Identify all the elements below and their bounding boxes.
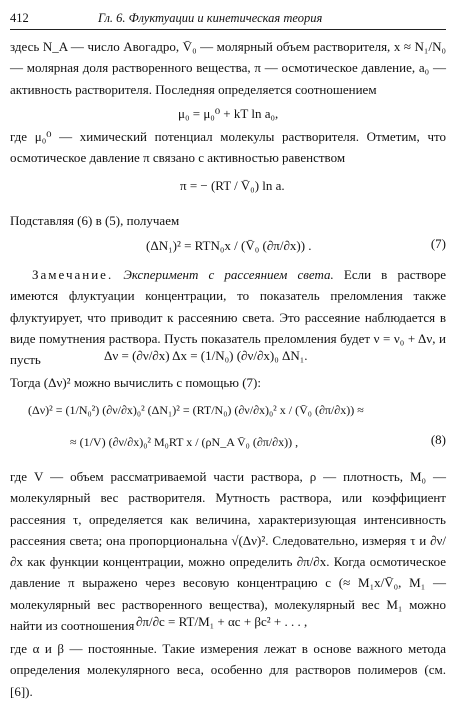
running-header (10, 8, 446, 28)
equation-dpi-dc: ∂π/∂c = RT/M₁ + αc + βc² + . . . , (136, 614, 308, 629)
remark-text: Если в растворе имеются флуктуации концентрации, то показатель преломления также флуктуирует, что приводит к рассеянию света. Это рассеяние наблюдается в виде помутнения раствора. Пусть показатель преломления будет ν = ν₀ + Δν, и пусть (10, 267, 446, 368)
paragraph-2: где μ₀⁰ — химический потенциал молекулы растворителя. Отметим, что осмотическое давление π связано с активностью равенством (10, 129, 446, 166)
paragraph-5: Тогда (Δν)² можно вычислить с помощью (7): (10, 375, 261, 390)
paragraph-7: где α и β — постоянные. Такие измерения лежат в основе важного метода определения молекулярного веса, особенно для растворов полимеров (см. [6]). (10, 641, 446, 699)
paragraph-3: Подставляя (6) в (5), получаем (10, 213, 180, 228)
equation-7: (ΔN₁)² = RTN₀x / (V̄₀ (∂π/∂x)) . (146, 238, 312, 253)
equation-8-number: (8) (430, 432, 446, 447)
equation-8-line-1: (Δν)² = (1/N₀²) (∂ν/∂x)₀² (ΔN₁)² = (RT/N₀) (∂ν/∂x)₀² x / (V̄₀ (∂π/∂x)) ≈ (28, 403, 364, 417)
equation-pi: π = − (RT / V̄₀) ln a. (180, 178, 285, 193)
equation-7-number: (7) (430, 236, 446, 251)
equation-mu: μ₀ = μ₀⁰ + kT ln a₀, (178, 106, 279, 121)
paragraph-1: здесь N_A — число Авогадро, V̄₀ — молярный объем растворителя, x ≈ N₁/N₀ — молярная доля растворенного вещества, π — осмотическое давление, a₀ — активность растворителя. Последняя определяется соотношением (10, 39, 446, 97)
chapter-title: Гл. 6. Флуктуации и кинетическая теория (98, 11, 323, 25)
header-rule (10, 29, 446, 30)
paragraph-6: где V — объем рассматриваемой части раствора, ρ — плотность, M₀ — молекулярный вес растворителя. Мутность раствора, или коэффициент рассеяния τ, определяется как величина, характеризующая интенсивность рассеяния света; она пропорциональна √(Δν)². Следовательно, измеряя τ и ∂ν/∂x как функции концентрации, можно определить ∂π/∂x. Когда осмотическое давление π выражено через весовую концентрацию c (≈ M₁x/V̄₀, M₁ — молекулярный вес растворенного вещества), молекулярный вес M₁ можно найти из соотношения (10, 469, 446, 634)
remark-title: Эксперимент с рассеянием света. (123, 267, 334, 282)
equation-delta-nu: Δν = (∂ν/∂x) Δx = (1/N₀) (∂ν/∂x)₀ ΔN₁. (104, 348, 308, 363)
remark-label: Замечание. (32, 267, 114, 282)
page-number: 412 (10, 11, 29, 25)
equation-8-line-2: ≈ (1/V) (∂ν/∂x)₀² M₀RT x / (ρN_A V̄₀ (∂π/∂x)) , (70, 435, 299, 449)
